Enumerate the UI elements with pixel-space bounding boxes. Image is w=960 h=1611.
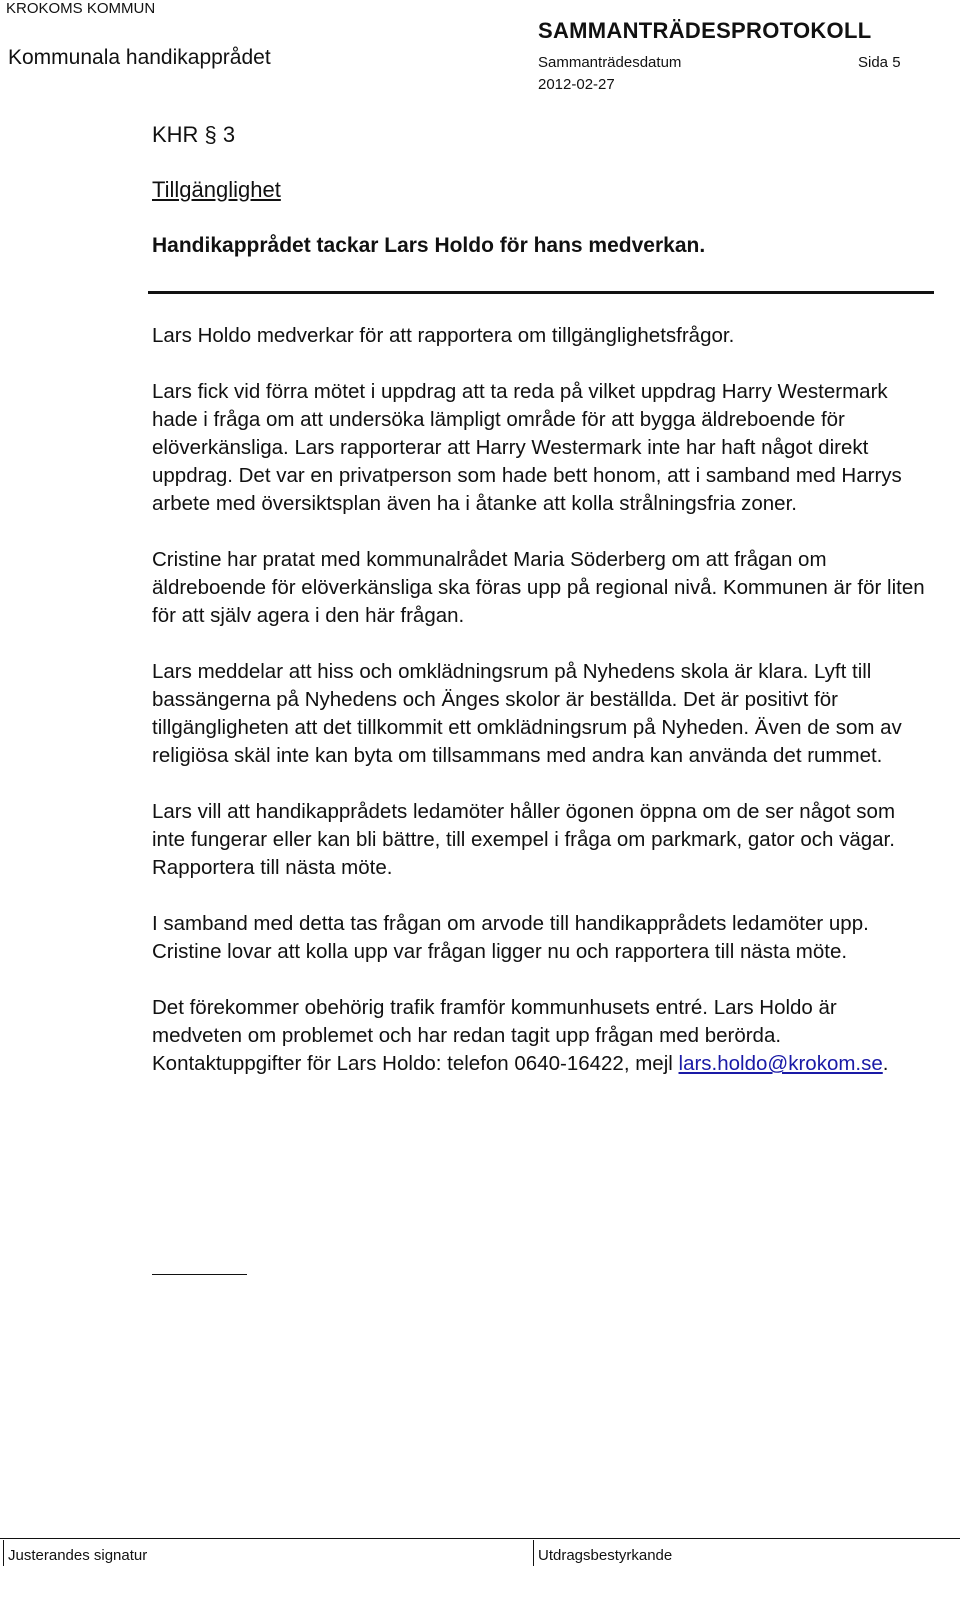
minutes-body <box>152 322 932 1078</box>
paragraph: Lars vill att handikapprådets ledamöter håller ögonen öppna om de ser något som inte fungerar eller kan bli bättre, till exempel i fråga om parkmark, gator och vägar. Rapportera till nästa möte. <box>152 800 896 879</box>
document-title: SAMMANTRÄDESPROTOKOLL <box>538 18 872 43</box>
meeting-date: 2012-02-27 <box>538 76 615 93</box>
footer-divider <box>3 1540 4 1566</box>
signature-label: Justerandes signatur <box>8 1547 148 1564</box>
contact-paragraph <box>152 1050 932 1078</box>
section-number: KHR § 3 <box>152 122 236 147</box>
section-subject: Tillgänglighet <box>152 177 281 202</box>
board-name: Kommunala handikapprådet <box>8 46 271 69</box>
contact-end: . <box>882 1052 889 1075</box>
page-number: Sida 5 <box>858 54 901 71</box>
end-line <box>152 1274 247 1275</box>
meeting-date-label: Sammanträdesdatum <box>538 54 682 71</box>
section-heading: Handikapprådet tackar Lars Holdo för hans medverkan. <box>152 234 706 257</box>
paragraph: Cristine har pratat med kommunalrådet Maria Söderberg om att frågan om äldreboende för elöverkänsliga ska föras upp på regional nivå. Kommunen är för liten för att själv agera i den här frågan. <box>152 548 925 627</box>
organization-name: KROKOMS KOMMUN <box>6 0 156 17</box>
footer-rule <box>0 1538 960 1539</box>
heading-divider <box>148 291 934 294</box>
email-link[interactable]: lars.holdo@krokom.se <box>678 1052 883 1075</box>
footer-divider <box>533 1540 534 1566</box>
paragraph: Lars meddelar att hiss och omklädningsrum på Nyhedens skola är klara. Lyft till bassängerna på Nyhedens och Änges skolor är beställda. Det är positivt för tillgängligheten att det tillkommit ett omklädningsrum på Nyheden. Även de som av religiösa skäl inte kan byta om tillsammans med andra kan använda det rummet. <box>152 660 902 767</box>
contact-text: Kontaktuppgifter för Lars Holdo: telefon 0640-16422, mejl <box>152 1052 673 1075</box>
paragraph: Det förekommer obehörig trafik framför kommunhusets entré. Lars Holdo är medveten om problemet och har redan tagit upp frågan med berörda. <box>152 996 837 1047</box>
extract-label: Utdragsbestyrkande <box>538 1547 673 1564</box>
paragraph: Lars Holdo medverkar för att rapportera om tillgänglighetsfrågor. <box>152 324 735 347</box>
paragraph: Lars fick vid förra mötet i uppdrag att ta reda på vilket uppdrag Harry Westermark hade i fråga om att undersöka lämpligt område för att bygga äldreboende för elöverkänsliga. Lars rapporterar att Harry Westermark inte har haft något direkt uppdrag. Det var en privatperson som hade bett honom, att i samband med Harrys arbete med översiktsplan även ha i åtanke att kolla strålningsfria zoner. <box>152 380 902 515</box>
paragraph: I samband med detta tas frågan om arvode till handikapprådets ledamöter upp. Cristine lovar att kolla upp var frågan ligger nu och rapportera till nästa möte. <box>152 912 869 963</box>
